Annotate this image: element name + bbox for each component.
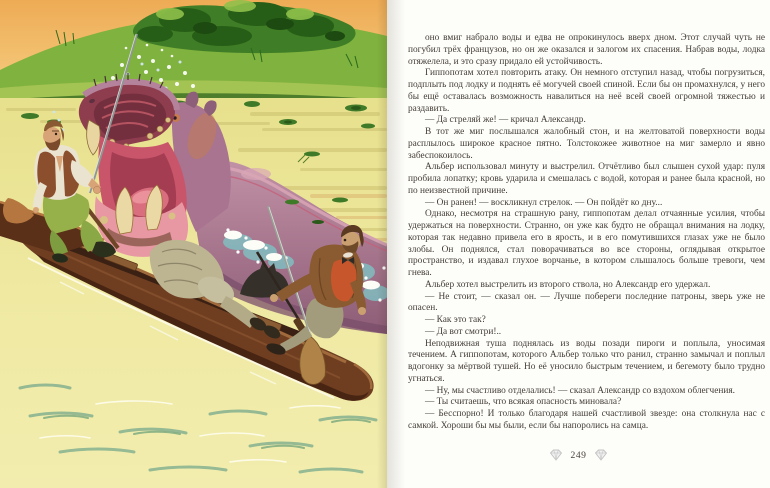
right-page — [387, 0, 770, 488]
page-number: 249 — [570, 449, 587, 461]
paragraph: Гиппопотам хотел повторить атаку. Он немного отступил назад, чтобы погрузиться, подплыть под лодку и поднять её могучей своей спиной. Если бы он промахнулся, у него бы ещё оставалась возможность навалиться на неё всей своей огромной тяжестью и раздавить. — [408, 68, 765, 114]
paragraph: — Бесспорно! И только благодаря нашей счастливой звезде: она столкнула нас с самкой. Хороши бы мы были, если бы напоролись на самца. — [408, 409, 765, 431]
paragraph: — Как это так? — [425, 315, 486, 325]
diamond-ornament-icon — [549, 449, 563, 461]
page-footer — [387, 449, 770, 461]
paragraph: Альбер использовал минуту и выстрелил. Отчётливо был слышен сухой удар: пуля пробила лопатку; кровь ударила и смешалась с водой, которая и ранее была красной, но по неизвестной причине. — [408, 162, 765, 196]
gutter-shadow — [387, 0, 405, 488]
paragraph: В тот же миг послышался жалобный стон, и на желтоватой поверхности воды расплылось широкое красное пятно. Толстокожее животное на миг замерло и явно забеспокоилось. — [408, 127, 765, 161]
paragraph: — Да стреляй же! — кричал Александр. — [425, 115, 586, 126]
paragraph: — Ты считаешь, что всякая опасность миновала? — [425, 397, 622, 408]
paragraph: Альбер хотел выстрелить из второго ствола, но Александр его удержал. — [425, 279, 711, 290]
paragraph: оно вмиг набрало воды и едва не опрокинулось вверх дном. Этот случай чуть не погубил трёх французов, но он же оказался и залогом их спасения. Набрав воды, лодка отяжелела, и это сразу придало ей устойчивость. — [408, 33, 765, 67]
paragraph: Однако, несмотря на страшную рану, гиппопотам делал отчаянные усилия, чтобы удержаться на поверхности. Странно, он уже как будто не обращал внимания на лодку, которая так недавно привела его в ярость, и в его помутившихся глазах уже не было злобы. Он поднялся, стал поворачиваться во все стороны, оглядывая открытое пространство, и издавал глухое ворчанье, в котором слышалось больше тревоги, чем гнева. — [408, 209, 765, 278]
paragraph: — Да вот смотри!.. — [425, 326, 502, 337]
diamond-ornament-icon — [594, 449, 608, 461]
paragraph: — Он ранен! — воскликнул стрелок. — Он пойдёт ко дну... — [425, 197, 663, 208]
paragraph: — Не стоит, — сказал он. — Лучше побереги последние патроны, зверь уже не опасен. — [408, 291, 765, 314]
paragraph: — Ну, мы счастливо отделались! — сказал Александр со вздохом облегчения. — [425, 385, 735, 396]
paragraph: Неподвижная туша поднялась из воды позади пироги и поплыла, уносимая течением. А гиппопотам, которого Альбер только что ранил, странно замычал и поплыл вдогонку за мёртвой тушей. Но её уносило быстрым течением, и бегемоту было трудно угнаться. — [408, 338, 765, 384]
page-edge-shade — [377, 0, 387, 488]
page-text — [408, 33, 765, 433]
